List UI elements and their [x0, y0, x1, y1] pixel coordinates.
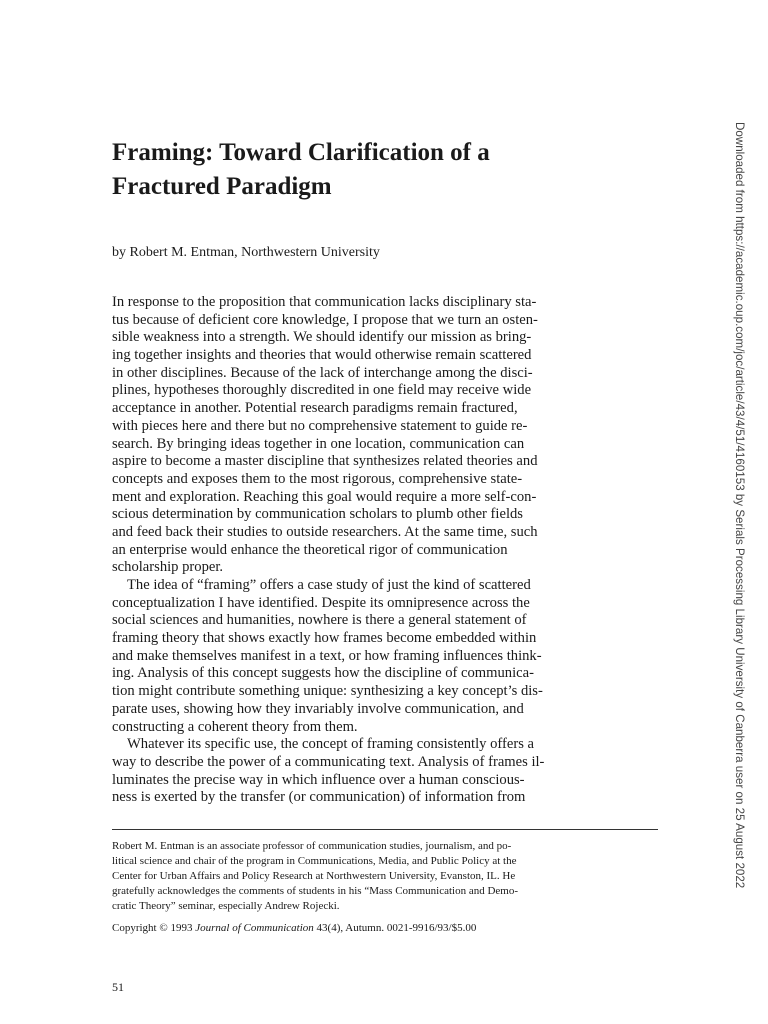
- text-line: conceptualization I have identified. Despite its omnipresence across the: [112, 594, 530, 611]
- download-notice: Downloaded from https://academic.oup.com/joc/article/43/4/51/4160153 by Serials Processing Library University of Canberra user on 25 August 2022: [733, 122, 746, 889]
- text-line: in other disciplines. Because of the lack of interchange among the disci-: [112, 364, 533, 381]
- text-line: scious determination by communication scholars to plumb other fields: [112, 506, 523, 523]
- footnote-line: cratic Theory” seminar, especially Andrew Rojecki.: [112, 900, 340, 912]
- article-title: [112, 136, 672, 204]
- text-line: and make themselves manifest in a text, or how framing influences think-: [112, 647, 542, 664]
- text-line: an enterprise would enhance the theoretical rigor of communication: [112, 541, 508, 558]
- text-line: plines, hypotheses thoroughly discredited in one field may receive wide: [112, 382, 532, 399]
- copyright-suffix: 43(4), Autumn. 0021-9916/93/$5.00: [316, 922, 477, 934]
- footnote-divider: [112, 829, 658, 830]
- text-line: way to describe the power of a communicating text. Analysis of frames il-: [112, 753, 545, 770]
- text-line: social sciences and humanities, nowhere is there a general statement of: [112, 612, 527, 629]
- title-line: Fractured Paradigm: [112, 173, 332, 200]
- body-text: [112, 294, 660, 807]
- footnote-line: litical science and chair of the program in Communications, Media, and Public Policy at the: [112, 855, 517, 867]
- text-line: tion might contribute something unique: synthesizing a key concept’s dis-: [112, 683, 543, 700]
- text-line: scholarship proper.: [112, 559, 224, 576]
- page-number: 51: [112, 980, 124, 994]
- text-line: ing together insights and theories that would otherwise remain scattered: [112, 347, 532, 364]
- footnote-line: gratefully acknowledges the comments of students in his “Mass Communication and Demo-: [112, 885, 519, 897]
- text-line: search. By bringing ideas together in one location, communication can: [112, 435, 525, 452]
- text-line: and feed back their studies to outside researchers. At the same time, such: [112, 523, 538, 540]
- text-line: parate uses, showing how they invariably involve communication, and: [112, 700, 524, 717]
- text-line: constructing a coherent theory from them.: [112, 718, 358, 735]
- text-line: The idea of “framing” offers a case study of just the kind of scattered: [127, 577, 531, 593]
- journal-name: Journal of Communication: [195, 922, 314, 934]
- text-line: Whatever its specific use, the concept of framing consistently offers a: [127, 736, 534, 753]
- text-line: acceptance in another. Potential research paradigms remain fractured,: [112, 400, 518, 417]
- footnote-line: Center for Urban Affairs and Policy Research at Northwestern University, Evanston, IL. He: [112, 870, 516, 882]
- byline: by Robert M. Entman, Northwestern University: [112, 245, 380, 260]
- copyright-prefix: Copyright © 1993: [112, 922, 193, 934]
- text-line: concepts and exposes them to the most rigorous, comprehensive state-: [112, 470, 523, 487]
- text-line: ment and exploration. Reaching this goal would require a more self-con-: [112, 488, 537, 505]
- footnote-line: Robert M. Entman is an associate professor of communication studies, journalism, and po-: [112, 840, 512, 852]
- text-line: ness is exerted by the transfer (or communication) of information from: [112, 789, 526, 806]
- text-line: In response to the proposition that communication lacks disciplinary sta-: [112, 294, 537, 310]
- text-line: framing theory that shows exactly how frames become embedded within: [112, 630, 537, 647]
- text-line: luminates the precise way in which influence over a human conscious-: [112, 771, 525, 788]
- copyright-line: [112, 921, 476, 936]
- text-line: ing. Analysis of this concept suggests how the discipline of communica-: [112, 665, 534, 682]
- title-line: Framing: Toward Clarification of a: [112, 139, 490, 166]
- author-footnote: [112, 839, 660, 914]
- text-line: sible weakness into a strength. We should identify our mission as bring-: [112, 329, 532, 346]
- text-line: with pieces here and there but no comprehensive statement to guide re-: [112, 417, 528, 434]
- text-line: aspire to become a master discipline that synthesizes related theories and: [112, 453, 538, 470]
- text-line: tus because of deficient core knowledge, I propose that we turn an osten-: [112, 311, 538, 328]
